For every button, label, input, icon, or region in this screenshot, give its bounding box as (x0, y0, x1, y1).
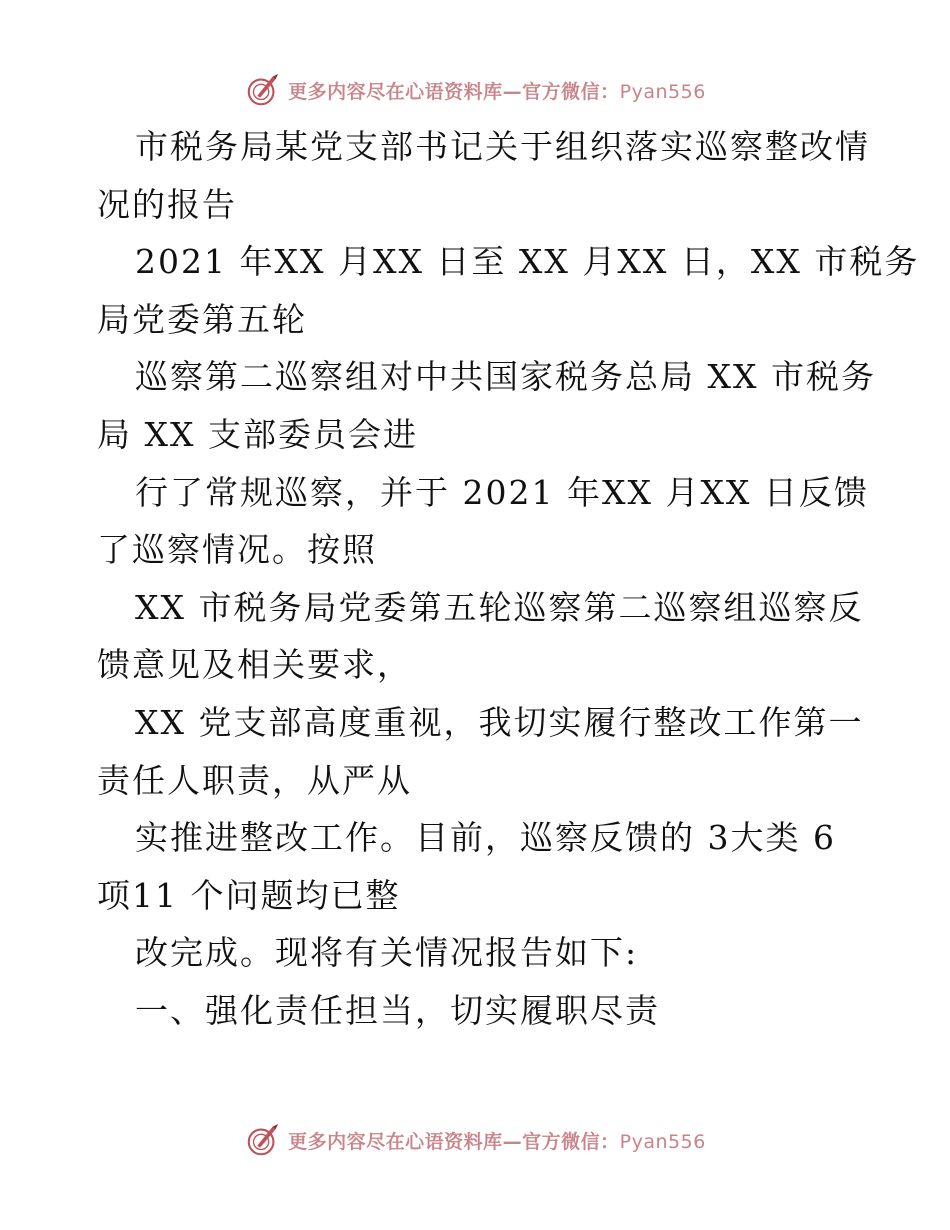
footer-watermark (0, 1118, 950, 1162)
text-line: 行了常规巡察，并于 2021 年XX 月XX 日反馈 (135, 472, 869, 512)
watermark-text: 更多内容尽在心语资料库—官方微信：Pyan556 (288, 1130, 706, 1153)
text-line: 巡察第二巡察组对中共国家税务总局 XX 市税务 (135, 357, 876, 397)
header-watermark (0, 68, 950, 112)
text-line: 2021 年XX 月XX 日至 XX 月XX 日，XX 市税务 (135, 242, 920, 282)
text-line: 局党委第五轮 (97, 299, 307, 339)
watermark-text: 更多内容尽在心语资料库—官方微信：Pyan556 (288, 80, 706, 103)
text-line: 责任人职责，从严从 (97, 760, 412, 800)
text-line: 局 XX 支部委员会进 (97, 414, 418, 454)
text-line: XX 市税务局党委第五轮巡察第二巡察组巡察反 (135, 587, 864, 627)
text-line: 了巡察情况。按照 (97, 530, 377, 570)
quill-seal-icon (244, 1121, 282, 1159)
text-line: 改完成。现将有关情况报告如下: (135, 933, 639, 973)
document-body (97, 118, 920, 1040)
text-line: 况的报告 (97, 184, 237, 224)
text-line: 一、强化责任担当，切实履职尽责 (135, 990, 660, 1030)
text-line: XX 党支部高度重视，我切实履行整改工作第一 (135, 702, 864, 742)
text-line: 馈意见及相关要求， (97, 645, 412, 685)
text-line: 实推进整改工作。目前，巡察反馈的 3大类 6 (135, 818, 836, 858)
quill-seal-icon (244, 71, 282, 109)
text-line: 市税务局某党支部书记关于组织落实巡察整改情 (135, 127, 870, 166)
text-line: 项11 个问题均已整 (97, 875, 401, 915)
